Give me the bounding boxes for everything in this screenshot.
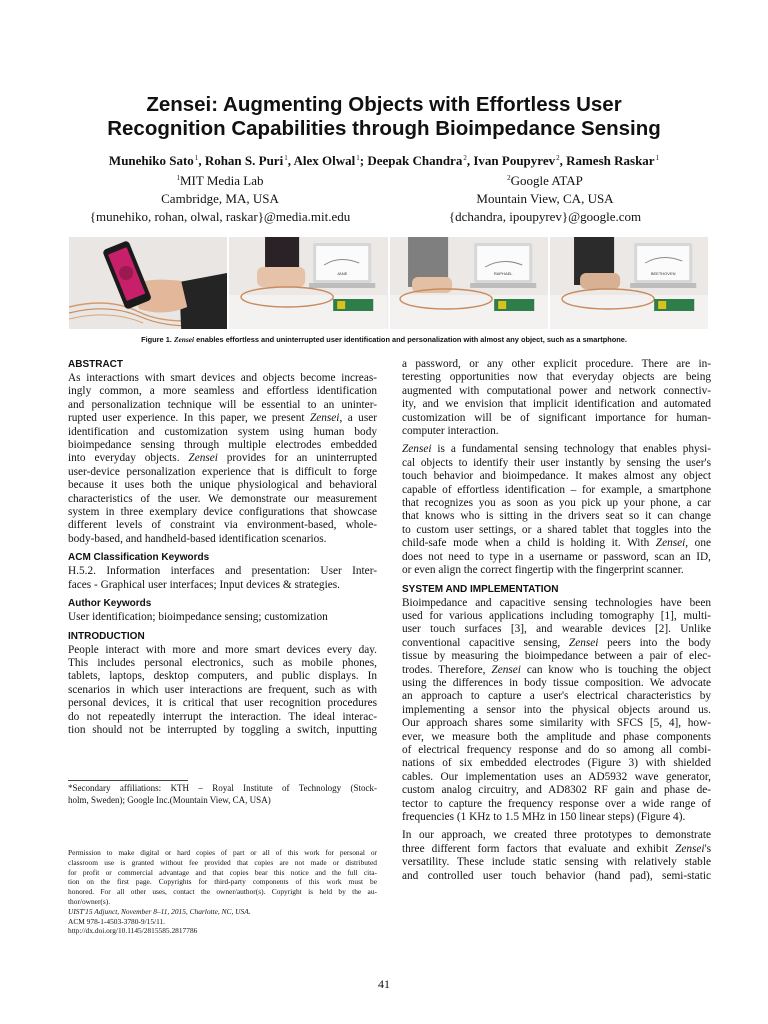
author-name: Munehiko Sato	[108, 153, 194, 168]
title-line-1: Zensei: Augmenting Objects with Effortless User	[146, 93, 622, 116]
author-affiliation-marker: 1	[655, 154, 660, 162]
text-line: Bioimpedance and capacitive sensing technologies have been	[402, 596, 711, 609]
photo-hand-holding-phone	[69, 237, 227, 329]
text-line: cables. Our implementation uses an AD5932 wave generator,	[402, 770, 711, 783]
photo-user-at-laptop-1	[229, 237, 387, 329]
text-line: a password, or any other explicit procedure. There are in-	[402, 358, 711, 370]
text-line: ever, we measure both the amplitude and phase components	[402, 730, 711, 743]
text-line: customization will be of significant importance for human-	[402, 411, 711, 424]
text-line: tablets, laptops, desktop computers, and public displays. In	[68, 670, 377, 683]
text-line: used for various applications including tomography [1], multi-	[402, 609, 711, 622]
text-line: custom analog circuitry, and AD8302 RF gain and phase de-	[402, 784, 711, 797]
author-separator: ,	[466, 153, 474, 168]
text-line: ity, and we envision that implicit identification and automated	[402, 398, 711, 411]
acm-classification-heading: ACM Classification Keywords	[68, 552, 210, 564]
introduction-heading: INTRODUCTION	[68, 630, 145, 642]
photo-user-at-laptop-3	[550, 237, 708, 329]
text-line: In our approach, we created three prototypes to demonstrate	[402, 829, 711, 842]
text-line: nations of six embedded electrodes (Figure 3) with shielded	[402, 757, 711, 770]
affiliation-org-name: Google ATAP	[510, 173, 583, 188]
abstract-body	[68, 372, 377, 546]
text-line: for profit or commercial advantage and that copies bear this notice and the full cita-	[68, 867, 377, 877]
text-line: Zensei is a fundamental sensing technology that enables physi-	[402, 443, 711, 456]
text-line: implementing a sensor into the physical objects around us.	[402, 703, 711, 716]
affiliation-mit	[50, 169, 390, 226]
acm-classification-body	[68, 565, 377, 592]
system-implementation-heading: SYSTEM AND IMPLEMENTATION	[402, 583, 559, 595]
author-name: Alex Olwal	[293, 153, 356, 168]
text-line: ACM 978-1-4503-3780-9/15/11.	[68, 916, 166, 926]
affiliation-email: {dchandra, ipoupyrev}@google.com	[448, 209, 642, 224]
screen-name-3: BEETHOVEN	[650, 271, 676, 276]
text-line: or even align the correct fingertip with the fingerprint scanner.	[402, 564, 684, 577]
author-separator: ,	[287, 153, 294, 168]
text-line: *Secondary affiliations: KTH – Royal Institute of Technology (Stock-	[68, 783, 377, 793]
author-affiliation-marker: 1	[194, 154, 199, 162]
page-number: 41	[378, 977, 390, 991]
screen-name-2: RAPHAEL	[493, 271, 513, 276]
affiliation-marker: 1	[176, 174, 180, 182]
text-line: child-safe mode when a child is holding it. With Zensei, one	[402, 537, 711, 550]
affiliation-place: Cambridge, MA, USA	[161, 191, 279, 206]
text-line: People interact with more and more smart devices every day.	[68, 643, 377, 656]
author-affiliation-marker: 1	[284, 154, 288, 162]
text-line: using the differences in body tissue composition. We advocate	[402, 676, 711, 689]
text-line: tion on the first page. Copyrights for third-party components of this work must be	[68, 877, 377, 887]
text-line: user-device personalization experience that is difficult to forge	[68, 465, 377, 478]
text-line: characteristics of the user. We demonstrate our measurement	[68, 492, 377, 505]
text-line: into everyday objects. Zensei provides for an uninterrupted	[68, 452, 377, 465]
author-name: Ramesh Raskar	[566, 153, 655, 168]
introduction-body	[68, 644, 377, 738]
affiliation-marker: 2	[507, 174, 511, 182]
text-line: UIST'15 Adjunct, November 8–11, 2015, Charlotte, NC, USA.	[68, 906, 251, 916]
text-line: tissue by measuring the bioimpedance between a pair of elec-	[402, 650, 711, 663]
author-separator: ,	[198, 153, 205, 168]
text-line: conventional capacitive sensing, Zensei peers into the body	[402, 636, 711, 649]
text-line: As interactions with smart devices and objects become increas-	[68, 372, 377, 384]
text-line: http://dx.doi.org/10.1145/2815585.2817786	[68, 926, 198, 936]
caption-system-name: Zensei	[173, 335, 195, 344]
affiliation-org	[50, 169, 390, 190]
text-line: of electrical frequency response and do so among all combi-	[402, 743, 711, 756]
figure-1-caption	[40, 335, 728, 345]
laptop-scene-1	[229, 237, 387, 329]
caption-label: Figure 1.	[141, 335, 172, 344]
zensei-overview-paragraph	[402, 443, 711, 577]
text-line: Our approach shares some similarity with SFCS [5, 4], how-	[402, 717, 711, 730]
text-line: capable of effortless identification – for example, a smartphone	[402, 483, 711, 496]
text-line: tector to capture the frequency response over a wide range of	[402, 797, 711, 810]
affiliation-email: {munehiko, rohan, olwal, raskar}@media.mit.edu	[89, 209, 351, 224]
author-affiliation-marker: 1	[356, 154, 360, 162]
text-line: cal objects to identify their user instantly by sensing the user's	[402, 456, 711, 469]
author-separator: ,	[559, 153, 567, 168]
text-line: to custom user settings, or a shared tablet that toggles into the	[402, 523, 711, 536]
text-line: identification and customization system using human body	[68, 425, 377, 438]
secondary-affiliations-footnote	[68, 782, 377, 806]
caption-text: enables effortless and uninterrupted user identification and personalization with almost any object, such as a smartphone.	[196, 335, 627, 344]
laptop-scene-2	[390, 237, 548, 329]
text-line: and controlled user touch behavior (hand pad), semi-static	[402, 869, 711, 882]
affiliation-place: Mountain View, CA, USA	[476, 191, 614, 206]
author-name: Rohan S. Puri	[204, 153, 284, 168]
affiliation-org	[375, 169, 715, 190]
text-line: thor/owner(s).	[68, 896, 111, 906]
text-line: an approach to capture a user's electrical characteristics by	[402, 690, 711, 703]
title-line-2: Recognition Capabilities through Bioimpedance Sensing	[107, 117, 661, 140]
permission-notice	[68, 848, 377, 936]
affiliation-google	[375, 169, 715, 226]
text-line: holm, Sweden); Google Inc.(Mountain View, CA, USA)	[68, 795, 271, 805]
hand-phone-illustration	[69, 237, 227, 329]
right-column	[402, 358, 711, 888]
text-line: This includes personal electronics, such as mobile phones,	[68, 656, 377, 669]
text-line: augmented with computational power and network connectiv-	[402, 384, 711, 397]
text-line: frequencies (1 KHz to 1.5 MHz in 150 linear steps) (Figure 4).	[402, 811, 686, 823]
text-line: classroom use is granted without fee provided that copies are not made or distributed	[68, 857, 377, 867]
text-line: Permission to make digital or hard copies of part or all of this work for personal or	[68, 848, 377, 857]
author-list	[40, 150, 728, 169]
intro-continued-paragraph	[402, 358, 711, 438]
footnote-rule	[68, 780, 188, 781]
abstract-heading: ABSTRACT	[68, 359, 123, 370]
text-line: because it uses both the unique physiological and behavioral	[68, 479, 377, 492]
text-line: user touch surfaces [3], and wearable devices [2]. Unlike	[402, 623, 711, 636]
figure-1-photos	[69, 237, 708, 329]
laptop-scene-3	[550, 237, 708, 329]
text-line: does not need to type in a username or password, scan an ID,	[402, 550, 711, 563]
text-line: do not repeatedly interrupt the interaction. The ideal interac-	[68, 710, 377, 723]
text-line: trodes. Therefore, Zensei can know who is touching the object	[402, 663, 711, 676]
text-line: that recognizes you as soon as you pick up your phone, a car	[402, 497, 711, 510]
text-line: system in three exemplary device configurations that showcase	[68, 506, 377, 519]
paper-title	[40, 93, 728, 141]
system-implementation-paragraph	[402, 597, 711, 825]
author-keywords-body	[68, 611, 377, 624]
text-line: body-based, and handheld-based identification scenarios.	[68, 532, 327, 545]
text-line: scenarios in which user interactions are frequent, such as with	[68, 683, 377, 696]
author-name: Ivan Poupyrev	[473, 153, 556, 168]
text-line: honored. For all other uses, contact the owner/author(s). Copyright is held by the au-	[68, 887, 377, 897]
author-affiliation-marker: 2	[463, 154, 467, 162]
left-column	[68, 358, 377, 742]
text-line: User identification; bioimpedance sensing; customization	[68, 611, 328, 624]
author-affiliation-marker: 2	[556, 154, 560, 162]
text-line: bioimpedance sensing through multiple electrodes embedded	[68, 439, 377, 452]
text-line: touch behavior and bioimpedance. It makes almost any object	[402, 470, 711, 483]
text-line: rupted user experience. In this paper, we present Zensei, a user	[68, 412, 377, 425]
text-line: three different form factors that evaluate and exhibit Zensei's	[402, 842, 711, 855]
text-line: H.5.2. Information interfaces and presentation: User Inter-	[68, 565, 377, 578]
text-line: that knows who is sitting in the drivers seat so it can change	[402, 510, 711, 523]
text-line: teresting opportunities now that everyday objects are being	[402, 371, 711, 384]
screen-name-1: JANE	[337, 271, 348, 276]
text-line: faces - Graphical user interfaces; Input devices & strategies.	[68, 578, 340, 591]
text-line: ingly common, a more seamless and effortless identification	[68, 385, 377, 398]
text-line: different levels of constraint via environment-based, whole-	[68, 519, 377, 532]
author-keywords-heading: Author Keywords	[68, 598, 152, 610]
text-line: computer interaction.	[402, 425, 499, 438]
text-line: and personalization technique will be essential to an uninter-	[68, 398, 377, 411]
affiliation-org-name: MIT Media Lab	[179, 173, 264, 188]
text-line: versatility. These include static sensing with relatively stable	[402, 856, 711, 869]
text-line: personal devices, it is critical that user recognition procedures	[68, 697, 377, 710]
author-name: Deepak Chandra	[367, 153, 463, 168]
text-line: tion should not be interrupted by toggling a switch, inputting	[68, 723, 377, 736]
prototypes-paragraph	[402, 829, 711, 883]
author-separator: ;	[359, 153, 368, 168]
photo-user-at-laptop-2	[390, 237, 548, 329]
